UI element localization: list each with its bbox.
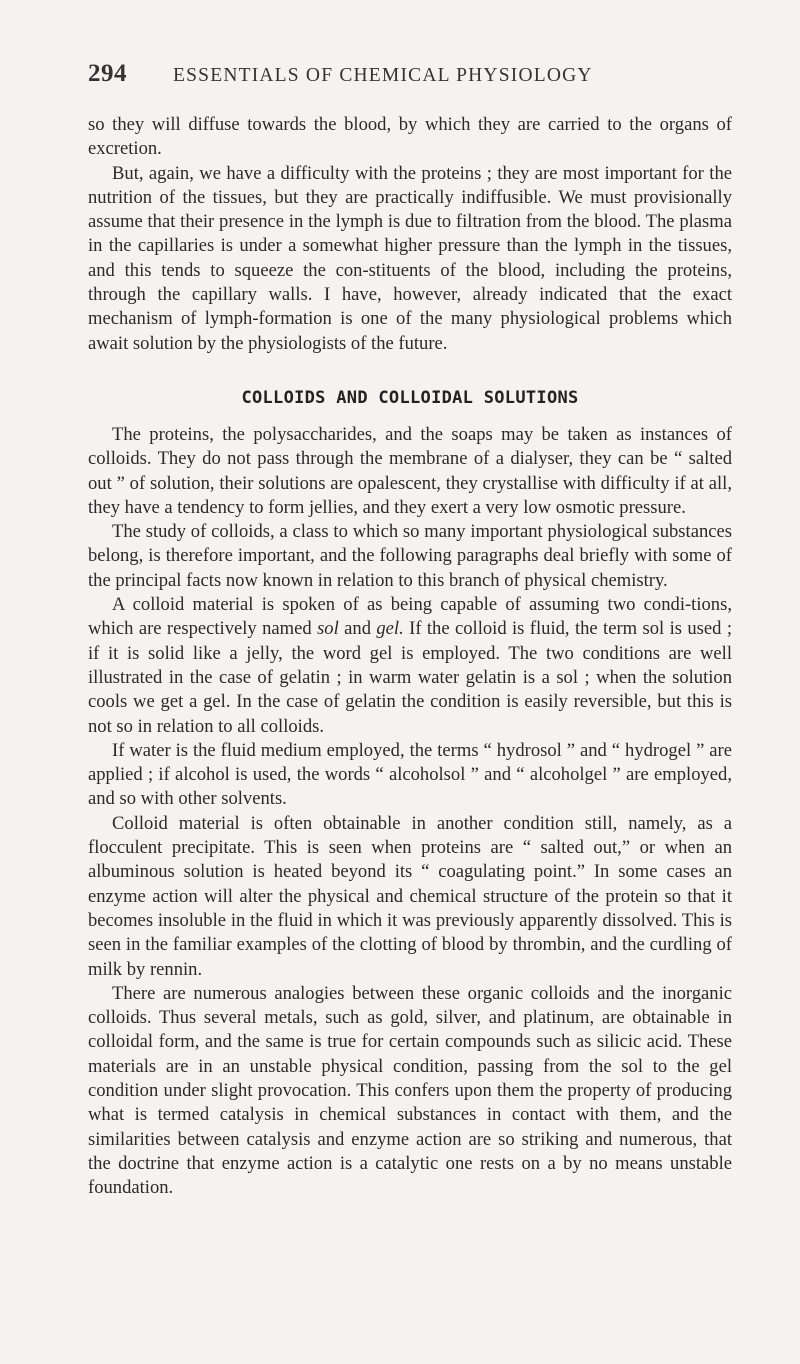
paragraph-hydrosol: If water is the fluid medium employed, the terms “ hydrosol ” and “ hydrogel ” are applied ; if alcohol is used, the words “ alcoholsol ” and “ alcoholgel ” are employed, and so with other solvents. — [88, 739, 732, 810]
paragraph-colloid-study: The study of colloids, a class to which so many important physiological substances belong, is therefore important, and the following paragraphs deal briefly with some of the principal facts now known in relation to this branch of physical chemistry. — [88, 521, 732, 591]
term-gel: gel. — [376, 618, 404, 640]
page-number: 294 — [88, 60, 127, 87]
section-heading: COLLOIDS AND COLLOIDAL SOLUTIONS — [241, 387, 579, 408]
term-sol: sol — [317, 618, 339, 640]
sol-gel-text-1: A colloid material is spoken of as being capable of assuming two condi-tions, which are respectively named — [88, 594, 732, 640]
paragraph-flocculent: Colloid material is often obtainable in another condition still, namely, as a flocculent precipitate. This is seen when proteins are “ salted out,” or when an albuminous solution is heated beyond its “ coagulating point.” In some cases an enzyme action will alter the physical and chemical structure of the protein so that it becomes insoluble in the fluid in which it was previously apparently dissolved. This is seen in the familiar examples of the clotting of blood by thrombin, and the curdling of milk by rennin. — [88, 812, 732, 980]
sol-gel-text-3: If the colloid is fluid, the term sol is used ; if it is solid like a jelly, the word gel is employed. The two conditions are well illustrated in the case of gelatin ; in warm water gelatin is a sol ; when the solution cools we get a gel. In the case of gelatin the condition is easily reversible, but this is not so in relation to all colloids. — [88, 618, 732, 737]
paragraph-proteins-lymph: But, again, we have a difficulty with the proteins ; they are most important for the nutrition of the tissues, but they are practically indiffusible. We must provisionally assume that their presence in the lymph is due to filtration from the blood. The plasma in the capillaries is under a somewhat higher pressure than the lymph in the tissues, and this tends to squeeze the con-stituents of the blood, including the proteins, through the capillary walls. I have, however, already indicated that the exact mechanism of lymph-formation is one of the many physiological problems which await solution by the physiologists of the future. — [88, 162, 732, 354]
sol-gel-text-2: and — [338, 618, 377, 640]
paragraph-continuation: so they will diffuse towards the blood, by which they are carried to the organs of excretion. — [88, 114, 732, 160]
paragraph-sol-gel — [88, 593, 732, 739]
paragraph-colloid-instances: The proteins, the polysaccharides, and the soaps may be taken as instances of colloids. They do not pass through the membrane of a dialyser, they can be “ salted out ” of solution, their solutions are opalescent, they crystallise with difficulty if at all, they have a tendency to form jellies, and they exert a very low osmotic pressure. — [88, 423, 732, 518]
paragraph-inorganic-colloids: There are numerous analogies between these organic colloids and the inorganic colloids. Thus several metals, such as gold, silver, and platinum, are obtainable in colloidal form, and the same is true for certain compounds such as silicic acid. These materials are in an unstable physical condition, passing from the sol to the gel condition under slight provocation. This confers upon them the property of producing what is termed catalysis in chemical substances in contact with them, and the similarities between catalysis and enzyme action are so striking and numerous, that the doctrine that enzyme action is a catalytic one rests on a by no means unstable foundation. — [88, 982, 732, 1199]
running-head: ESSENTIALS OF CHEMICAL PHYSIOLOGY — [173, 65, 593, 86]
page-body — [88, 113, 732, 1200]
page-header — [88, 60, 712, 90]
